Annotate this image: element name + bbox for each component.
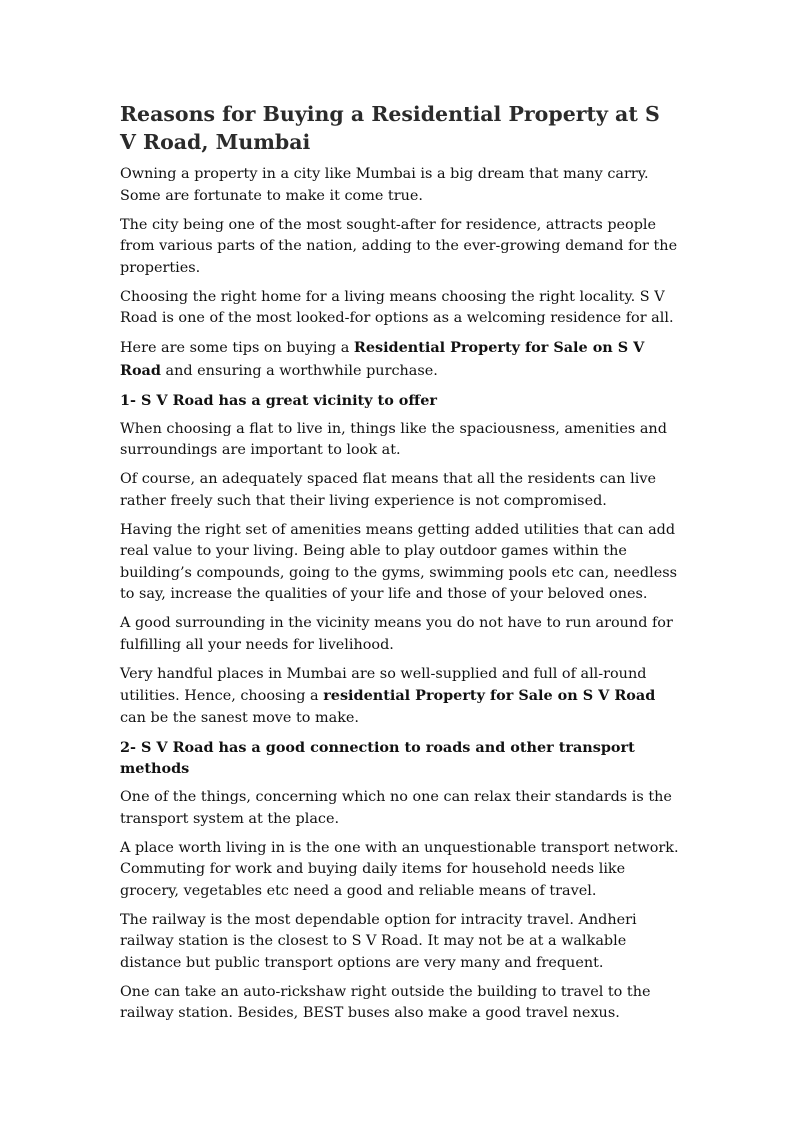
- section2-paragraph-4: One can take an auto-rickshaw right outside the building to travel to the railway station. Besides, BEST buses also make a good travel nexus.: [120, 983, 651, 1021]
- section1-bold-link: residential Property for Sale on S V Road: [323, 687, 656, 704]
- section2-paragraph-2: A place worth living in is the one with an unquestionable transport network. Commuting for work and buying daily items for household needs like grocery, vegetables etc need a good and reliable means of travel.: [120, 839, 679, 899]
- section1-paragraph-1: When choosing a flat to live in, things like the spaciousness, amenities and surroundings are important to look at.: [120, 420, 667, 458]
- page-title: Reasons for Buying a Residential Property at S V Road, Mumbai: [120, 102, 660, 154]
- section2-paragraph-3: The railway is the most dependable option for intracity travel. Andheri railway station is the closest to S V Road. It may not be at a walkable distance but public transport options are very many and frequent.: [120, 911, 637, 971]
- tips-text-after: and ensuring a worthwhile purchase.: [160, 362, 438, 379]
- tips-bold-link: Residential Property for Sale on S V Road: [120, 339, 645, 379]
- intro-paragraph-1: Owning a property in a city like Mumbai is a big dream that many carry. Some are fortunate to make it come true.: [120, 166, 649, 204]
- tips-text-before: Here are some tips on buying a: [120, 340, 354, 356]
- document-page: [120, 100, 680, 1032]
- section2-paragraph-1: One of the things, concerning which no one can relax their standards is the transport system at the place.: [120, 789, 672, 827]
- section1-paragraph-5: [120, 664, 680, 730]
- tips-paragraph: [120, 337, 680, 382]
- section1-text-after: can be the sanest move to make.: [120, 709, 360, 726]
- intro-paragraph-3: Choosing the right home for a living means choosing the right locality. S V Road is one of the most looked-for options as a welcoming residence for all.: [120, 288, 674, 326]
- section-heading-2: 2- S V Road has a good connection to roads and other transport methods: [120, 738, 635, 777]
- section1-paragraph-2: Of course, an adequately spaced flat means that all the residents can live rather freely such that their living experience is not compromised.: [120, 471, 657, 509]
- section-heading-1: 1- S V Road has a great vicinity to offer: [120, 391, 437, 409]
- section1-text-before: Very handful places in Mumbai are so well-supplied and full of all-round utilities. Hence, choosing a: [120, 665, 647, 704]
- intro-paragraph-2: The city being one of the most sought-after for residence, attracts people from various parts of the nation, adding to the ever-growing demand for the properties.: [120, 216, 678, 276]
- section1-paragraph-4: A good surrounding in the vicinity means you do not have to run around for fulfilling all your needs for livelihood.: [120, 615, 673, 653]
- section1-paragraph-3: Having the right set of amenities means getting added utilities that can add real value to your living. Being able to play outdoor games within the building’s compounds, going to the gyms, swimming pools etc can, needless to say, increase the qualities of your life and those of your beloved ones.: [120, 521, 678, 602]
